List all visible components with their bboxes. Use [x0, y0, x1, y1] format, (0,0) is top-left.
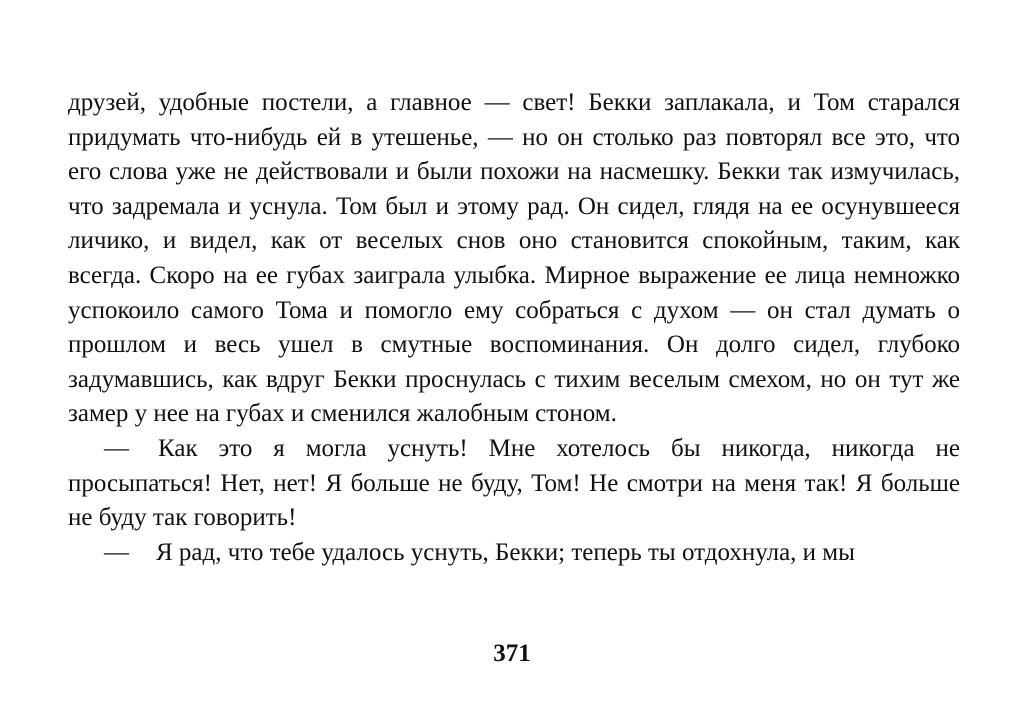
dialogue-dash: — [104, 434, 129, 462]
paragraph-text: Как это я могла уснуть! Мне хотелось бы никогда, никогда не просыпаться! Нет, нет! Я больше не буду, Том! Не смотри на меня так! Я больше не буду так говорить! [68, 434, 960, 532]
paragraph-narration [68, 86, 960, 432]
paragraph-dialogue-becky [68, 432, 960, 536]
paragraph-dialogue-tom [68, 536, 960, 571]
paragraph-text: Я рад, что тебе удалось уснуть, Бекки; теперь ты отдохнула, и мы [156, 538, 855, 566]
paragraph-text: друзей, удобные постели, а главное — свет! Бекки заплакала, и Том старался придумать что-нибудь ей в утешенье, — но он столько раз повторял все это, что его слова уже не действовали и были похожи на насмешку. Бекки так измучилась, что задремала и уснула. Том был и этому рад. Он сидел, глядя на ее осунувшееся личико, и видел, как от веселых снов оно становится спокойным, таким, как всегда. Скоро на ее губах заиграла улыбка. Мирное выражение ее лица немножко успокоило самого Тома и помогло ему собраться с духом — он стал думать о прошлом и весь ушел в смутные воспоминания. Он долго сидел, глубоко задумавшись, как вдруг Бекки проснулась с тихим веселым смехом, но он тут же замер у нее на губах и сменился жалобным стоном. [68, 89, 960, 428]
dialogue-dash: — [104, 538, 129, 566]
page-number: 371 [493, 640, 531, 667]
book-page-text [68, 86, 960, 570]
